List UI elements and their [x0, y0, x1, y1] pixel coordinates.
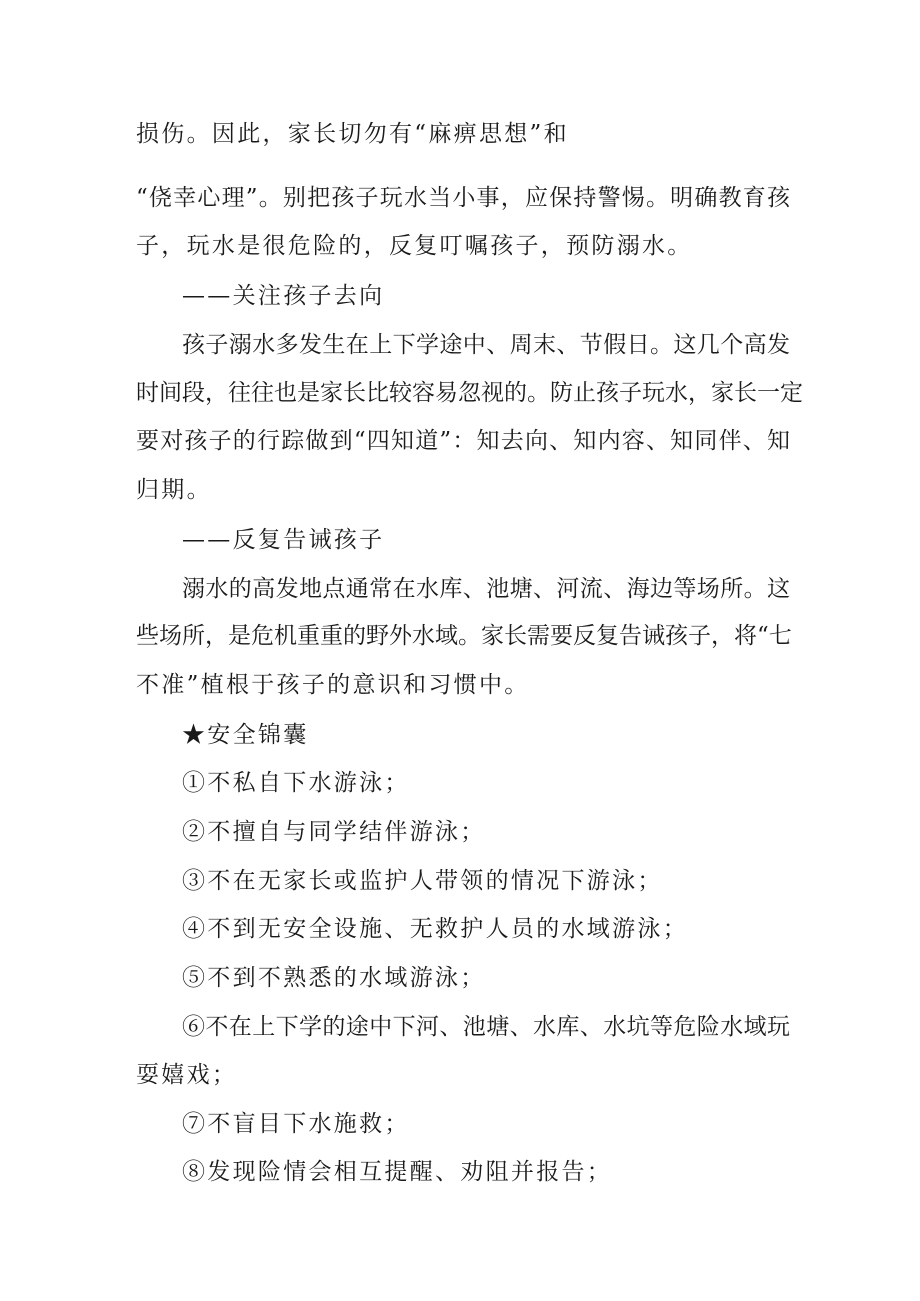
section-heading: ★安全锦囊 [182, 722, 309, 748]
paragraph-line: “侥幸心理”。别把孩子玩水当小事，应保持警惕。明确教育孩 [136, 185, 790, 211]
list-item: ④不到无安全设施、无救护人员的水域游泳； [182, 916, 688, 942]
paragraph-line: 损伤。因此，家长切勿有“麻痹思想”和 [136, 121, 569, 147]
paragraph-line: 些场所，是危机重重的野外水域。家长需要反复告诫孩子，将“七 [136, 623, 792, 649]
paragraph-line: 要对孩子的行踪做到“四知道”：知去向、知内容、知同伴、知 [136, 428, 790, 454]
section-heading: ——反复告诫孩子 [182, 527, 385, 553]
list-item-continuation: 耍嬉戏； [136, 1062, 238, 1088]
paragraph-line: 归期。 [136, 477, 212, 503]
list-item: ②不擅自与同学结伴游泳； [182, 819, 486, 845]
list-item: ⑦不盲目下水施救； [182, 1111, 410, 1137]
list-item: ①不私自下水游泳； [182, 770, 410, 796]
paragraph-line: 孩子溺水多发生在上下学途中、周末、节假日。这几个高发 [182, 332, 790, 358]
section-heading: ——关注孩子去向 [182, 283, 385, 309]
list-item: ⑥不在上下学的途中下河、池塘、水库、水坑等危险水域玩 [182, 1014, 790, 1040]
list-item: ⑤不到不熟悉的水域游泳； [182, 965, 486, 991]
list-item: ⑧发现险情会相互提醒、劝阻并报告； [182, 1159, 613, 1185]
paragraph-line: 子，玩水是很危险的，反复叮嘱孩子，预防溺水。 [136, 233, 693, 259]
paragraph-line: 时间段，往往也是家长比较容易忽视的。防止孩子玩水，家长一定 [136, 380, 803, 406]
paragraph-line: 溺水的高发地点通常在水库、池塘、河流、海边等场所。这 [182, 576, 790, 602]
paragraph-line: 不准”植根于孩子的意识和习惯中。 [136, 672, 530, 698]
list-item: ③不在无家长或监护人带领的情况下游泳； [182, 868, 663, 894]
